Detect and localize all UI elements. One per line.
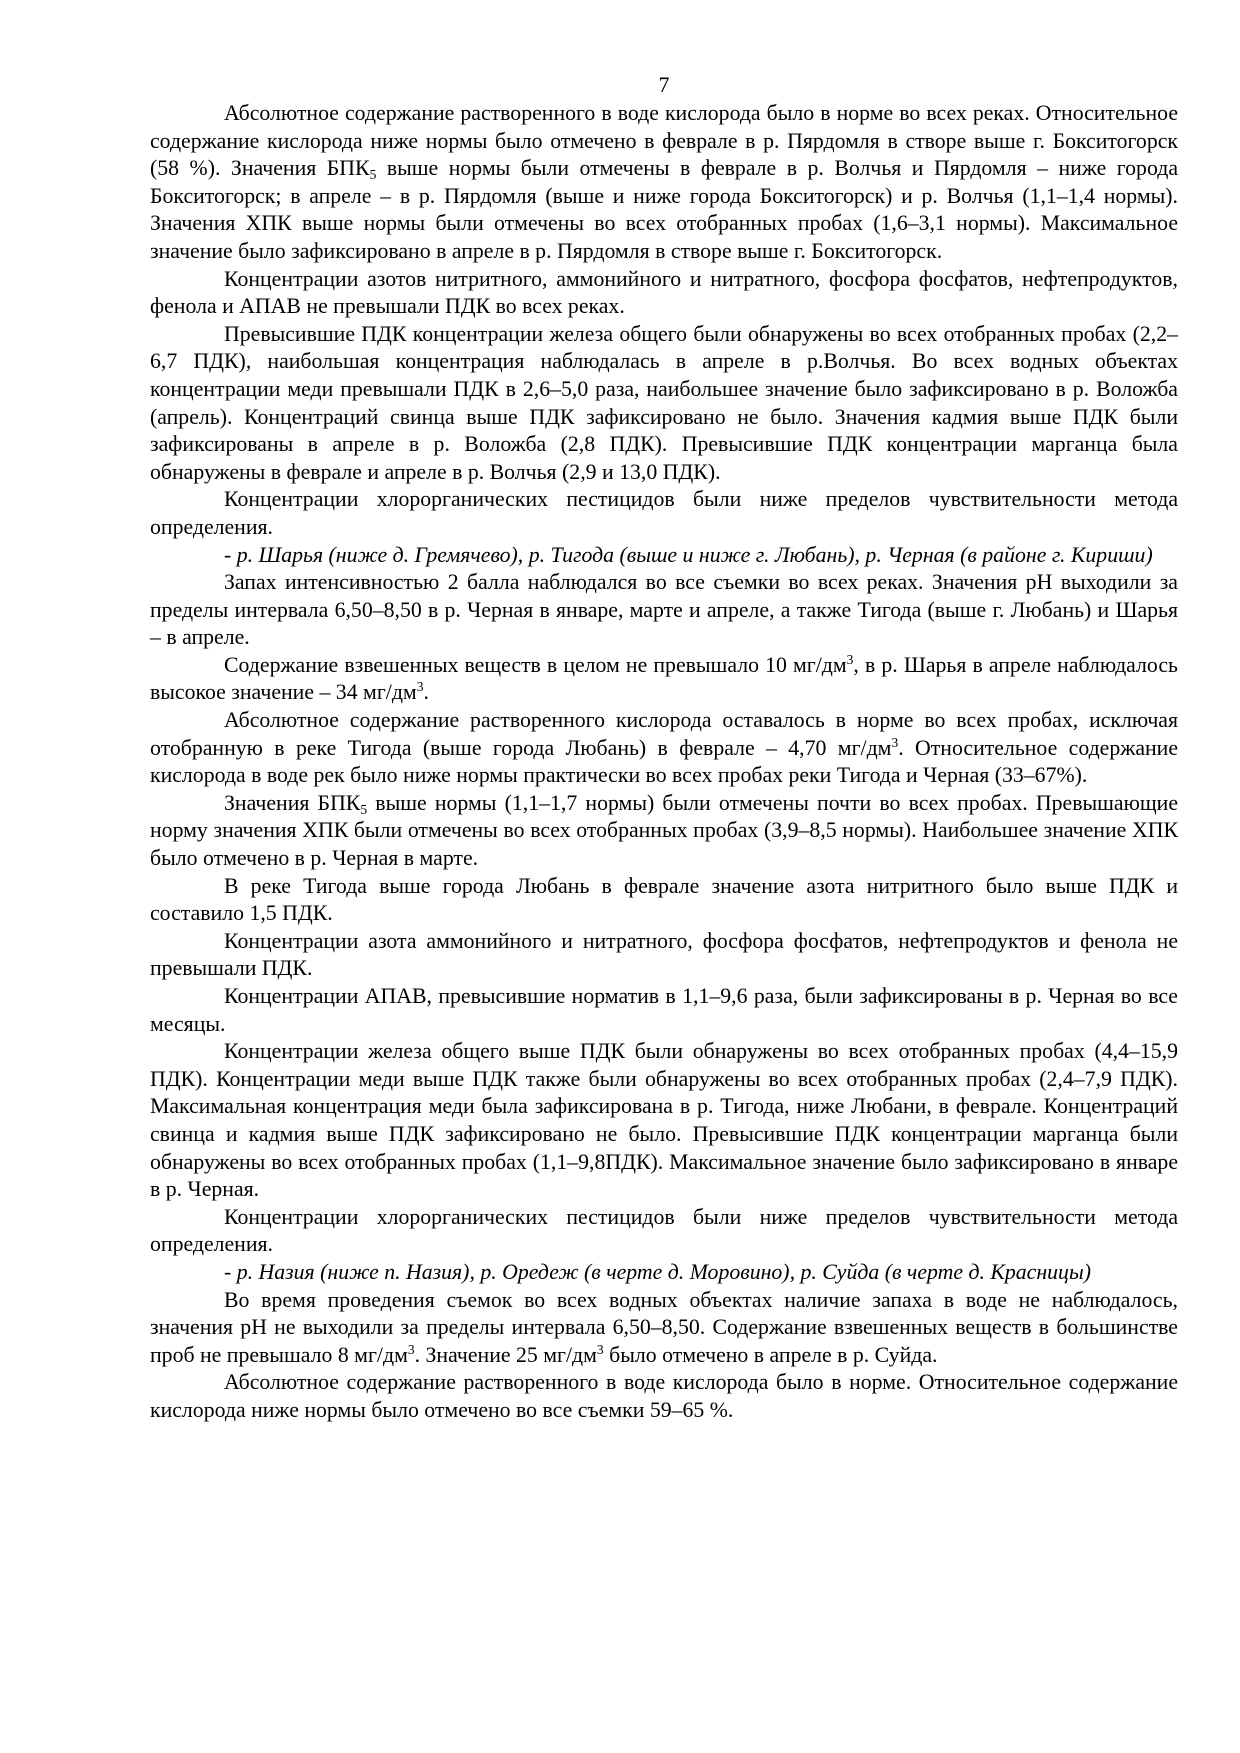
text-run: Концентрации железа общего выше ПДК были обнаружены во всех отобранных пробах (4,4–15,9 ПДК). Концентрации меди выше ПДК также были обнаружены во всех отобранных пробах (2,4–7,9 ПДК). Максимальная концентрация меди была зафиксирована в р. Тигода, ниже Любани, в феврале. Концентраций свинца и кадмия выше ПДК зафиксировано не было. Превысившие ПДК концентрации марганца были обнаружены во всех отобранных пробах (1,1–9,8ПДК). Максимальное значение было зафиксировано в январе в р. Черная. (150, 1039, 1178, 1202)
text-run: выше нормы были отмечены в феврале в р. Волчья и Пярдомля – ниже города Бокситогорск; в апреле – в р. Пярдомля (выше и ниже города Бокситогорск) и р. Волчья (1,1–1,4 нормы). Значения ХПК выше нормы были отмечены во всех отобранных пробах (1,6–3,1 нормы). Максимальное значение было зафиксировано в апреле в р. Пярдомля в створе выше г. Бокситогорск. (150, 156, 1178, 263)
text-run: - р. Шарья (ниже д. Гремячево), р. Тигода (выше и ниже г. Любань), р. Черная (в районе г. Кириши) (224, 542, 1153, 567)
subscript: 5 (360, 801, 368, 817)
paragraph (150, 321, 1178, 487)
text-run: . (423, 680, 429, 705)
text-run: Запах интенсивностью 2 балла наблюдался во все съемки во всех реках. Значения рН выходили за пределы интервала 6,50–8,50 в р. Черная в январе, марте и апреле, а также Тигода (выше г. Любань) и Шарья – в апреле. (150, 570, 1178, 650)
paragraph (150, 983, 1178, 1038)
text-run: Абсолютное содержание растворенного в воде кислорода было в норме во всех реках. Относительное содержание кислорода ниже нормы было отмечено в феврале в р. Пярдомля в створе выше г. Бокситогорск (58 %). Значения БПК (150, 101, 1178, 181)
text-run: Абсолютное содержание растворенного в воде кислорода было в норме. Относительное содержание кислорода ниже нормы было отмечено во все съемки 59–65 %. (150, 1370, 1178, 1422)
superscript: 3 (416, 679, 424, 695)
superscript: 3 (596, 1341, 604, 1357)
text-run: Абсолютное содержание растворенного кислорода оставалось в норме во всех пробах, исключая отобранную в реке Тигода (выше города Любань) в феврале – 4,70 мг/дм (150, 708, 1178, 760)
section-heading (150, 1259, 1178, 1287)
section-heading (150, 542, 1178, 570)
paragraph (150, 928, 1178, 983)
text-run: Концентрации хлорорганических пестицидов были ниже пределов чувствительности метода определения. (150, 1204, 1178, 1257)
subscript: 5 (369, 167, 377, 183)
text-run: - р. Назия (ниже п. Назия), р. Оредеж (в черте д. Моровино), р. Суйда (в черте д. Красницы) (224, 1259, 1091, 1284)
paragraph (150, 100, 1178, 266)
text-run: Концентрации хлорорганических пестицидов были ниже пределов чувствительности метода определения. (150, 487, 1178, 539)
text-run: выше нормы (1,1–1,7 нормы) были отмечены почти во всех пробах. Превышающие норму значения ХПК были отмечены во всех отобранных пробах (3,9–8,5 нормы). Наибольшее значение ХПК было отмечено в р. Черная в марте. (150, 790, 1178, 871)
text-run: Концентрации азота аммонийного и нитратного, фосфора фосфатов, нефтепродуктов и фенола не превышали ПДК. (150, 928, 1178, 981)
text-run: , в р. Шарья в апреле наблюдалось высокое значение – 34 мг/дм (150, 652, 1178, 705)
text-run: Концентрации АПАВ, превысившие норматив в 1,1–9,6 раза, были зафиксированы в р. Черная во все месяцы. (150, 984, 1178, 1036)
text-run: было отмечено в апреле в р. Суйда. (603, 1342, 938, 1367)
superscript: 3 (891, 734, 899, 750)
paragraph (150, 266, 1178, 321)
text-run: . Значение 25 мг/дм (414, 1342, 597, 1367)
text-run: Превысившие ПДК концентрации железа общего были обнаружены во всех отобранных пробах (2,2–6,7 ПДК), наибольшая концентрация наблюдалась в апреле в р.Волчья. Во всех водных объектах концентрации меди превышали ПДК в 2,6–5,0 раза, наибольшее значение было зафиксировано в р. Воложба (апрель). Концентраций свинца выше ПДК зафиксировано не было. Значения кадмия выше ПДК были зафиксированы в апреле в р. Воложба (2,8 ПДК). Превысившие ПДК концентрации марганца была обнаружены в феврале и апреле в р. Волчья (2,9 и 13,0 ПДК). (150, 321, 1178, 484)
paragraph (150, 790, 1178, 873)
superscript: 3 (407, 1341, 415, 1357)
page-number: 7 (658, 73, 670, 97)
paragraph (150, 1369, 1178, 1424)
paragraph (150, 652, 1178, 707)
text-run: Концентрации азотов нитритного, аммонийного и нитратного, фосфора фосфатов, нефтепродуктов, фенола и АПАВ не превышали ПДК во всех реках. (150, 266, 1178, 319)
document-body (150, 100, 1178, 1425)
paragraph (150, 1204, 1178, 1259)
text-run: Во время проведения съемок во всех водных объектах наличие запаха в воде не наблюдалось, значения рН не выходили за пределы интервала 6,50–8,50. Содержание взвешенных веществ в большинстве проб не превышало 8 мг/дм (150, 1287, 1178, 1367)
paragraph (150, 873, 1178, 928)
text-run: . Относительное содержание кислорода в воде рек было ниже нормы практически во всех пробах реки Тигода и Черная (33–67%). (150, 735, 1178, 788)
paragraph (150, 1038, 1178, 1204)
superscript: 3 (846, 651, 854, 667)
document-page (150, 72, 1178, 1425)
text-run: Содержание взвешенных веществ в целом не превышало 10 мг/дм (224, 652, 847, 677)
text-run: В реке Тигода выше города Любань в феврале значение азота нитритного было выше ПДК и составило 1,5 ПДК. (150, 873, 1178, 926)
text-run: Значения БПК (224, 790, 361, 815)
paragraph (150, 1287, 1178, 1370)
paragraph (150, 486, 1178, 541)
paragraph (150, 707, 1178, 790)
paragraph (150, 569, 1178, 652)
